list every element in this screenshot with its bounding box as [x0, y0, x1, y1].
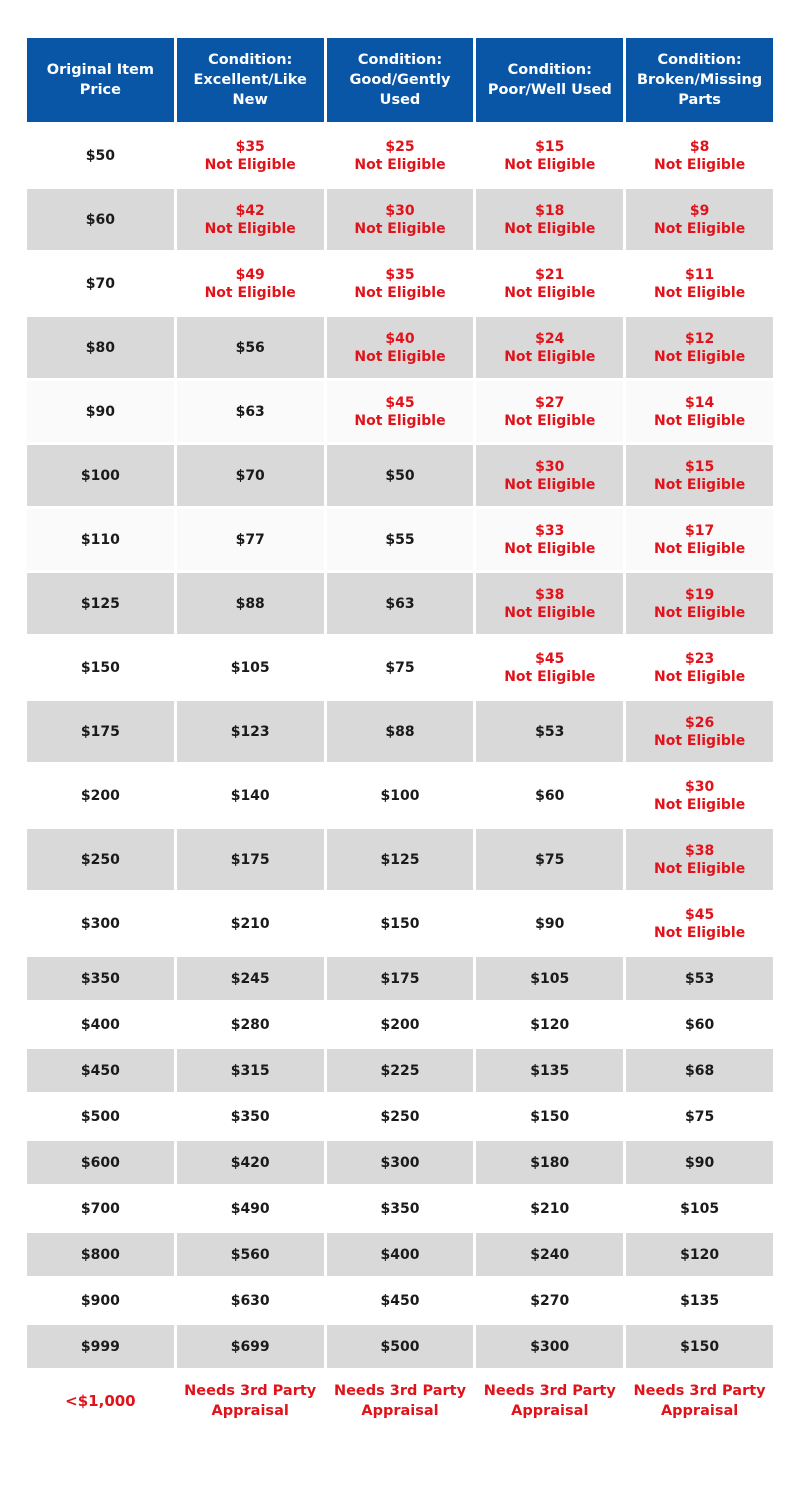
- table-row: [27, 701, 773, 762]
- value-cell: [626, 1095, 773, 1138]
- value-cell: [177, 1233, 324, 1276]
- trade-in-value: $90: [535, 915, 565, 932]
- value-cell: [177, 701, 324, 762]
- trade-in-value: $11: [684, 266, 715, 283]
- value-cell-not-eligible: [626, 509, 773, 570]
- not-eligible-label: Not Eligible: [653, 604, 746, 621]
- trade-in-value: $63: [385, 595, 415, 612]
- price-cell: $700: [80, 1200, 120, 1217]
- value-cell: [177, 381, 324, 442]
- trade-in-value: $8: [689, 138, 710, 155]
- trade-in-value: $60: [684, 1016, 715, 1033]
- trade-in-value: $17: [684, 522, 715, 539]
- value-cell-not-eligible: [177, 125, 324, 186]
- value-cell-not-eligible: [476, 317, 623, 378]
- trade-in-value: $70: [235, 467, 265, 484]
- appraisal-cell: Needs 3rd Party Appraisal: [184, 1383, 317, 1419]
- trade-in-value: $45: [684, 906, 715, 923]
- value-cell: [626, 1325, 773, 1368]
- trade-in-value: $500: [380, 1338, 420, 1355]
- not-eligible-label: Not Eligible: [653, 412, 746, 429]
- not-eligible-label: Not Eligible: [653, 156, 746, 173]
- trade-in-value: $699: [230, 1338, 270, 1355]
- not-eligible-label: Not Eligible: [504, 220, 596, 237]
- table-row: [27, 957, 773, 1000]
- trade-in-value: $45: [385, 394, 415, 411]
- trade-in-value: $175: [380, 970, 420, 987]
- table-row: [27, 893, 773, 954]
- value-cell: [327, 701, 474, 762]
- table-row: [27, 637, 773, 698]
- trade-in-value: $19: [684, 586, 715, 603]
- value-cell: [626, 1279, 773, 1322]
- price-cell: $450: [27, 1049, 174, 1092]
- trade-in-value: $300: [530, 1338, 570, 1355]
- trade-in-value: $42: [235, 202, 265, 219]
- value-cell: [476, 1187, 623, 1230]
- trade-in-value: $15: [535, 138, 565, 155]
- header-condition-good: Condition: Good/Gently Used: [327, 38, 474, 122]
- price-cell: $400: [80, 1016, 120, 1033]
- value-cell: [327, 1187, 474, 1230]
- price-cell: $60: [27, 189, 174, 250]
- table-row: [27, 317, 773, 378]
- table-row: [27, 1003, 773, 1046]
- value-cell-not-eligible: [327, 125, 474, 186]
- trade-in-value: $26: [684, 714, 715, 731]
- table-row: [27, 1187, 773, 1230]
- value-cell: [626, 1233, 773, 1276]
- value-cell: [177, 1141, 324, 1184]
- value-cell-not-eligible: [327, 317, 474, 378]
- value-cell: [476, 1325, 623, 1368]
- trade-in-value: $68: [684, 1062, 715, 1079]
- not-eligible-label: Not Eligible: [354, 412, 446, 429]
- not-eligible-label: Not Eligible: [354, 284, 446, 301]
- price-cell: $150: [80, 659, 120, 676]
- not-eligible-label: Not Eligible: [504, 540, 596, 557]
- trade-in-value: $56: [235, 339, 265, 356]
- not-eligible-label: Not Eligible: [354, 156, 446, 173]
- value-cell: [327, 1095, 474, 1138]
- trade-in-value: $180: [530, 1154, 570, 1171]
- not-eligible-label: Not Eligible: [504, 284, 596, 301]
- trade-in-value: $50: [385, 467, 415, 484]
- trade-in-value: $9: [689, 202, 710, 219]
- not-eligible-label: Not Eligible: [653, 476, 746, 493]
- value-cell-not-eligible: [476, 509, 623, 570]
- price-cell: $70: [85, 275, 116, 292]
- trade-in-value: $350: [230, 1108, 270, 1125]
- value-cell: [476, 1003, 623, 1046]
- trade-in-value: $77: [235, 531, 265, 548]
- trade-in-value: $123: [230, 723, 270, 740]
- not-eligible-label: Not Eligible: [653, 860, 746, 877]
- trade-in-value: $225: [380, 1062, 420, 1079]
- not-eligible-label: Not Eligible: [653, 924, 746, 941]
- value-cell: [327, 509, 474, 570]
- not-eligible-label: Not Eligible: [653, 348, 746, 365]
- trade-in-value: $18: [535, 202, 565, 219]
- trade-in-value: $120: [680, 1246, 720, 1263]
- trade-in-value: $75: [535, 851, 565, 868]
- value-cell: [177, 317, 324, 378]
- value-cell: [476, 765, 623, 826]
- not-eligible-label: Not Eligible: [653, 668, 746, 685]
- header-condition-broken: Condition: Broken/Missing Parts: [626, 38, 773, 122]
- price-cell: <$1,000: [65, 1392, 136, 1410]
- value-cell: [476, 1095, 623, 1138]
- value-cell-not-eligible: [626, 125, 773, 186]
- trade-in-value: $240: [530, 1246, 570, 1263]
- value-cell-not-eligible: [626, 893, 773, 954]
- trade-in-value: $23: [684, 650, 715, 667]
- value-cell: [177, 445, 324, 506]
- trade-in-value: $45: [535, 650, 565, 667]
- price-cell: $110: [27, 509, 174, 570]
- value-cell: [476, 701, 623, 762]
- trade-in-value: $100: [380, 787, 420, 804]
- appraisal-cell: Needs 3rd Party Appraisal: [633, 1383, 766, 1419]
- trade-in-value: $14: [684, 394, 715, 411]
- value-cell: [327, 1279, 474, 1322]
- value-cell: [327, 1141, 474, 1184]
- trade-in-value: $35: [235, 138, 265, 155]
- trade-in-value: $250: [380, 1108, 420, 1125]
- value-cell: [327, 1233, 474, 1276]
- not-eligible-label: Not Eligible: [504, 348, 596, 365]
- trade-in-value: $38: [535, 586, 565, 603]
- value-cell-not-eligible: [626, 637, 773, 698]
- value-cell: [177, 1003, 324, 1046]
- table-row: [27, 829, 773, 890]
- value-cell-not-eligible: [476, 573, 623, 634]
- value-cell: [177, 1325, 324, 1368]
- trade-in-value: $24: [535, 330, 565, 347]
- value-cell: [626, 1049, 773, 1092]
- price-cell: $350: [27, 957, 174, 1000]
- trade-in-value: $75: [385, 659, 415, 676]
- trade-in-value: $35: [385, 266, 415, 283]
- trade-in-value: $49: [235, 266, 265, 283]
- table-row: [27, 381, 773, 442]
- value-cell-not-eligible: [626, 573, 773, 634]
- table-row: [27, 1325, 773, 1368]
- not-eligible-label: Not Eligible: [204, 156, 296, 173]
- trade-in-value: $75: [684, 1108, 715, 1125]
- not-eligible-label: Not Eligible: [653, 220, 746, 237]
- not-eligible-label: Not Eligible: [354, 348, 446, 365]
- trade-in-value: $60: [535, 787, 565, 804]
- table-row: [27, 509, 773, 570]
- not-eligible-label: Not Eligible: [354, 220, 446, 237]
- value-cell-not-eligible: [177, 253, 324, 314]
- table-row: [27, 573, 773, 634]
- price-cell: $80: [27, 317, 174, 378]
- value-cell: [327, 1049, 474, 1092]
- trade-in-value: $40: [385, 330, 415, 347]
- trade-in-value: $55: [385, 531, 415, 548]
- not-eligible-label: Not Eligible: [204, 284, 296, 301]
- trade-in-value: $140: [230, 787, 270, 804]
- table-row: [27, 189, 773, 250]
- trade-in-value: $30: [535, 458, 565, 475]
- price-cell: $999: [27, 1325, 174, 1368]
- trade-in-value: $400: [380, 1246, 420, 1263]
- table-row: [27, 1095, 773, 1138]
- trade-in-value: $105: [230, 659, 270, 676]
- trade-in-value: $12: [684, 330, 715, 347]
- value-cell-not-eligible: [327, 253, 474, 314]
- trade-in-value: $30: [684, 778, 715, 795]
- value-cell: [177, 637, 324, 698]
- not-eligible-label: Not Eligible: [504, 476, 596, 493]
- trade-in-value: $125: [380, 851, 420, 868]
- trade-in-value: $88: [385, 723, 415, 740]
- value-cell: [177, 765, 324, 826]
- value-cell-not-eligible: [626, 189, 773, 250]
- value-cell: [327, 573, 474, 634]
- value-cell: [327, 1003, 474, 1046]
- table-row-appraisal: [27, 1371, 773, 1431]
- trade-in-value: $210: [530, 1200, 570, 1217]
- trade-in-value: $88: [235, 595, 265, 612]
- table-row: [27, 1141, 773, 1184]
- value-cell: [476, 829, 623, 890]
- value-cell: [476, 957, 623, 1000]
- value-cell: [476, 1279, 623, 1322]
- value-cell: [476, 893, 623, 954]
- value-cell: [626, 957, 773, 1000]
- value-cell: [177, 957, 324, 1000]
- value-cell: [177, 829, 324, 890]
- trade-in-value: $53: [535, 723, 565, 740]
- trade-in-value: $53: [684, 970, 715, 987]
- trade-in-value: $27: [535, 394, 565, 411]
- price-cell: $175: [27, 701, 174, 762]
- value-cell: [327, 637, 474, 698]
- price-cell: $800: [27, 1233, 174, 1276]
- value-cell: [626, 1003, 773, 1046]
- value-cell: [177, 509, 324, 570]
- value-cell: [327, 957, 474, 1000]
- trade-in-value: $90: [684, 1154, 715, 1171]
- not-eligible-label: Not Eligible: [504, 604, 596, 621]
- trade-in-value: $150: [680, 1338, 720, 1355]
- value-cell-not-eligible: [177, 189, 324, 250]
- trade-in-value: $315: [230, 1062, 270, 1079]
- trade-in-value-table: [27, 38, 773, 1434]
- value-cell: [626, 1187, 773, 1230]
- value-cell-not-eligible: [476, 189, 623, 250]
- trade-in-value: $135: [530, 1062, 570, 1079]
- price-cell: $300: [80, 915, 120, 932]
- trade-in-value: $450: [380, 1292, 420, 1309]
- not-eligible-label: Not Eligible: [653, 732, 746, 749]
- table-row: [27, 1233, 773, 1276]
- trade-in-value: $150: [380, 915, 420, 932]
- price-cell: $600: [27, 1141, 174, 1184]
- not-eligible-label: Not Eligible: [504, 412, 596, 429]
- price-cell: $50: [85, 147, 116, 164]
- trade-in-value: $105: [680, 1200, 720, 1217]
- value-cell-not-eligible: [476, 637, 623, 698]
- trade-in-value: $38: [684, 842, 715, 859]
- header-condition-excellent: Condition: Excellent/Like New: [177, 38, 324, 122]
- value-cell-not-eligible: [476, 445, 623, 506]
- table-row: [27, 765, 773, 826]
- price-cell: $500: [80, 1108, 120, 1125]
- value-cell: [476, 1141, 623, 1184]
- value-cell: [327, 893, 474, 954]
- value-cell-not-eligible: [626, 765, 773, 826]
- value-cell: [476, 1049, 623, 1092]
- value-cell-not-eligible: [626, 445, 773, 506]
- trade-in-value: $25: [385, 138, 415, 155]
- not-eligible-label: Not Eligible: [204, 220, 296, 237]
- trade-in-value: $350: [380, 1200, 420, 1217]
- appraisal-cell: Needs 3rd Party Appraisal: [483, 1383, 616, 1419]
- trade-in-value: $120: [530, 1016, 570, 1033]
- not-eligible-label: Not Eligible: [504, 668, 596, 685]
- trade-in-value: $560: [230, 1246, 270, 1263]
- value-cell: [476, 1233, 623, 1276]
- trade-in-value: $200: [380, 1016, 420, 1033]
- trade-in-value: $150: [530, 1108, 570, 1125]
- value-cell-not-eligible: [476, 125, 623, 186]
- trade-in-value: $630: [230, 1292, 270, 1309]
- table-header-row: [27, 38, 773, 122]
- price-cell: $250: [27, 829, 174, 890]
- value-cell: [177, 893, 324, 954]
- value-cell-not-eligible: [476, 253, 623, 314]
- value-cell-not-eligible: [476, 381, 623, 442]
- value-cell-not-eligible: [626, 829, 773, 890]
- value-cell: [177, 1279, 324, 1322]
- trade-in-value: $210: [230, 915, 270, 932]
- trade-in-value: $15: [684, 458, 715, 475]
- value-cell: [177, 573, 324, 634]
- table-row: [27, 1049, 773, 1092]
- trade-in-value: $420: [230, 1154, 270, 1171]
- value-cell-not-eligible: [626, 381, 773, 442]
- appraisal-cell: Needs 3rd Party Appraisal: [333, 1383, 467, 1419]
- value-cell: [327, 445, 474, 506]
- value-cell-not-eligible: [327, 381, 474, 442]
- price-cell: $90: [27, 381, 174, 442]
- value-cell-not-eligible: [626, 317, 773, 378]
- trade-in-value: $175: [230, 851, 270, 868]
- value-cell: [177, 1187, 324, 1230]
- trade-in-value: $300: [380, 1154, 420, 1171]
- table-body: [27, 125, 773, 1368]
- value-cell: [327, 765, 474, 826]
- trade-in-value: $490: [230, 1200, 270, 1217]
- value-cell: [327, 1325, 474, 1368]
- not-eligible-label: Not Eligible: [504, 156, 596, 173]
- value-cell-not-eligible: [626, 701, 773, 762]
- value-cell-not-eligible: [327, 189, 474, 250]
- trade-in-value: $30: [385, 202, 415, 219]
- table-row: [27, 125, 773, 186]
- trade-in-value: $21: [535, 266, 565, 283]
- value-cell: [177, 1095, 324, 1138]
- table-row: [27, 445, 773, 506]
- value-cell-not-eligible: [626, 253, 773, 314]
- header-condition-poor: Condition: Poor/Well Used: [476, 38, 623, 122]
- price-cell: $900: [80, 1292, 120, 1309]
- trade-in-value: $33: [535, 522, 565, 539]
- not-eligible-label: Not Eligible: [653, 284, 746, 301]
- not-eligible-label: Not Eligible: [653, 540, 746, 557]
- trade-in-value: $280: [230, 1016, 270, 1033]
- value-cell: [177, 1049, 324, 1092]
- price-cell: $125: [27, 573, 174, 634]
- price-cell: $200: [80, 787, 120, 804]
- price-cell: $100: [27, 445, 174, 506]
- trade-in-value: $245: [230, 970, 270, 987]
- table-row: [27, 1279, 773, 1322]
- trade-in-value: $135: [680, 1292, 720, 1309]
- not-eligible-label: Not Eligible: [653, 796, 746, 813]
- header-original-item-price: Original Item Price: [27, 38, 174, 122]
- value-cell: [626, 1141, 773, 1184]
- table-row: [27, 253, 773, 314]
- value-cell: [327, 829, 474, 890]
- trade-in-value: $105: [530, 970, 570, 987]
- trade-in-value: $270: [530, 1292, 570, 1309]
- trade-in-value: $63: [235, 403, 265, 420]
